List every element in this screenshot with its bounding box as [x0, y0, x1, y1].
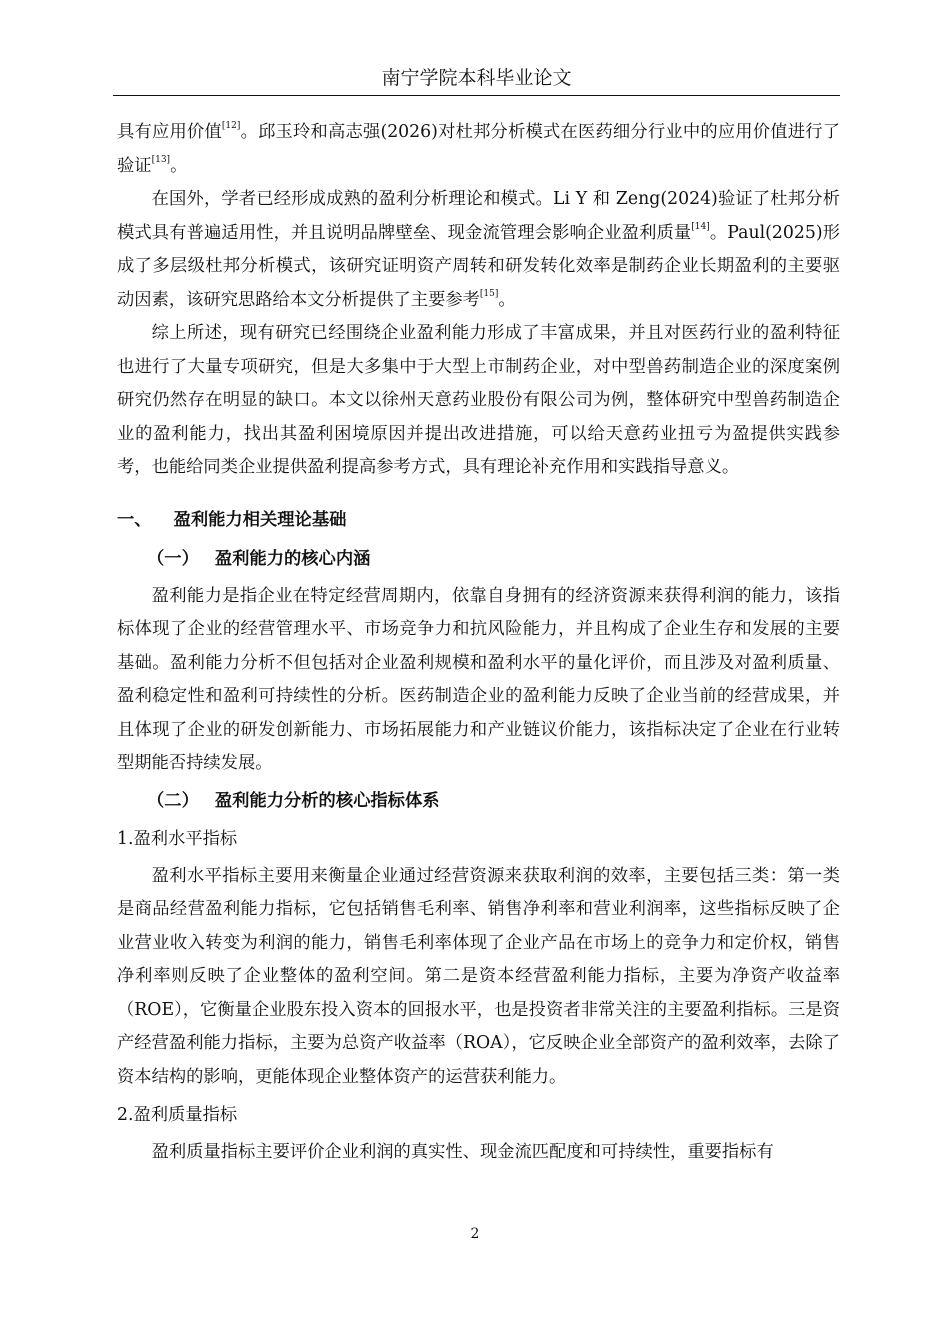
citation-ref: [15] [479, 288, 499, 299]
subsection-heading-2 [147, 785, 840, 818]
subsection-title: 盈利能力的核心内涵 [214, 548, 371, 569]
subsection-number: （一） [147, 548, 199, 569]
document-body [117, 116, 840, 1170]
paragraph-1 [117, 116, 840, 183]
subsection-heading-1 [147, 543, 840, 576]
paragraph-2-text-c: 。 [498, 289, 516, 310]
paragraph-4: 盈利能力是指企业在特定经营周期内，依靠自身拥有的经济资源来获得利润的能力，该指标体现了企业的经营管理水平、市场竞争力和抗风险能力，并且构成了企业生存和发展的主要基础。盈利能力分析不但包括对企业盈利规模和盈利水平的量化评价，而且涉及对盈利质量、盈利稳定性和盈利可持续性的分析。医药制造企业的盈利能力反映了企业当前的经营成果，并且体现了企业的研发创新能力、市场拓展能力和产业链议价能力，该指标决定了企业在行业转型期能否持续发展。 [117, 585, 840, 773]
sub-subsection-heading-1: 1.盈利水平指标 [117, 828, 238, 849]
paragraph-5: 盈利水平指标主要用来衡量企业通过经营资源来获取利润的效率，主要包括三类：第一类是商品经营盈利能力指标，它包括销售毛利率、销售净利率和营业利润率，这些指标反映了企业营业收入转变为利润的能力，销售毛利率体现了企业产品在市场上的竞争力和定价权，销售净利率则反映了企业整体的盈利空间。第二是资本经营盈利能力指标，主要为净资产收益率（ROE），它衡量企业股东投入资本的回报水平，也是投资者非常关注的主要盈利指标。三是资产经营盈利能力指标，主要为总资产收益率（ROA），它反映企业全部资产的盈利效率，去除了资本结构的影响，更能体现企业整体资产的运营获利能力。 [117, 865, 840, 1087]
paragraph-1-text-a: 具有应用价值 [117, 122, 222, 142]
page-number: 2 [470, 1226, 480, 1242]
paragraph-3: 综上所述，现有研究已经围绕企业盈利能力形成了丰富成果，并且对医药行业的盈利特征也进行了大量专项研究，但是大多集中于大型上市制药企业，对中型兽药制造企业的深度案例研究仍然存在明显的缺口。本文以徐州天意药业股份有限公司为例，整体研究中型兽药制造企业的盈利能力，找出其盈利困境原因并提出改进措施，可以给天意药业扭亏为盈提供实践参考，也能给同类企业提供盈利提高参考方式，具有理论补充作用和实践指导意义。 [117, 323, 840, 477]
paragraph-1-text-c: 。 [170, 155, 188, 176]
paragraph-2 [117, 183, 840, 317]
citation-ref: [14] [691, 221, 710, 232]
sub-subsection-heading-2: 2.盈利质量指标 [117, 1105, 238, 1125]
paragraph-2-text-b: 。Paul(2025)形成了多层级杜邦分析模式，该研究证明资产周转和研发转化效率是制药企业长期盈利的主要驱动因素，该研究思路给本文分析提供了主要参考 [117, 222, 840, 310]
section-number: 一、 [117, 509, 152, 530]
citation-ref: [13] [151, 154, 171, 165]
paragraph-6: 盈利质量指标主要评价企业利润的真实性、现金流匹配度和可持续性，重要指标有 [151, 1142, 774, 1162]
citation-ref: [12] [221, 121, 241, 131]
subsection-title: 盈利能力分析的核心指标体系 [214, 790, 440, 811]
header-divider [113, 95, 840, 96]
page-header-title: 南宁学院本科毕业论文 [381, 67, 572, 89]
section-title: 盈利能力相关理论基础 [173, 509, 347, 530]
paragraph-2-text-a: 在国外，学者已经形成成熟的盈利分析理论和模式。Li Y 和 Zeng(2024)验证了杜邦分析模式具有普遍适用性，并且说明品牌壁垒、现金流管理会影响企业盈利质量 [117, 189, 840, 243]
paragraph-1-text-b: 。邱玉玲和高志强(2026)对杜邦分析模式在医药细分行业中的应用价值进行了验证 [117, 122, 840, 176]
subsection-number: （二） [147, 790, 199, 811]
section-heading-1 [117, 504, 840, 537]
